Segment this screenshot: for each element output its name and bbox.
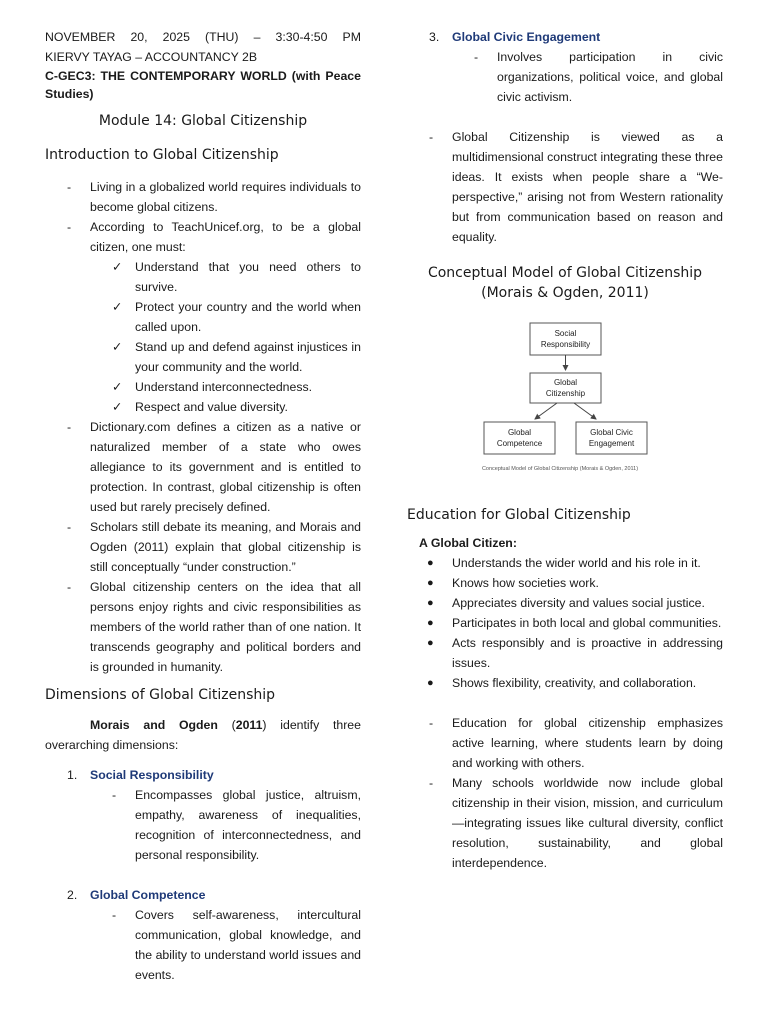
education-para: Many schools worldwide now include global citizenship in their vision, mission, and curriculum—integrating issues like cultural diversity, conflict resolution, sustainability, and global interdependence. (452, 776, 723, 870)
dimension-title: Social Responsibility (90, 768, 214, 782)
list-item (407, 713, 723, 773)
dimension-desc (407, 47, 723, 107)
list-item (407, 127, 723, 247)
box-label: Global (507, 428, 532, 437)
dash-marker: - (429, 776, 434, 790)
dimension-title: Global Civic Engagement (452, 30, 601, 44)
arrow (535, 403, 557, 419)
module-title: Module 14: Global Citizenship (98, 113, 308, 129)
student-line: KIERVY TAYAG – ACCOUNTANCY 2B (45, 50, 258, 64)
dimension-desc-text: Encompasses global justice, altruism, empathy, awareness of inequalities, recognition of interconnectedness, and personal responsibility. (135, 788, 361, 862)
bullet-text: Knows how societies work. (452, 576, 599, 590)
education-heading: Education for Global Citizenship (407, 507, 631, 523)
check-item (45, 297, 361, 337)
box-label: Social (554, 329, 577, 338)
multidimensional-text: Global Citizenship is viewed as a multidimensional construct integrating these three ideas. It exists when people share a “We-perspective,” arising not from Western rationality but from communication based on reason and equality. (452, 130, 723, 244)
check-item (45, 257, 361, 297)
check-text: Understand interconnectedness. (135, 380, 313, 394)
list-item (45, 417, 361, 517)
bullet-text: Participates in both local and global communities. (452, 616, 722, 630)
bullet-icon: ● (427, 637, 434, 649)
arrow (574, 403, 596, 419)
box-label: Global Civic (590, 428, 633, 437)
bullet-item (407, 553, 723, 573)
dimension-desc (45, 785, 361, 865)
bullet-text: Appreciates diversity and values social justice. (452, 596, 705, 610)
bullet-item (407, 633, 723, 673)
education-subheading: A Global Citizen: (419, 536, 517, 550)
dash-marker: - (429, 716, 434, 730)
model-title (407, 263, 723, 303)
bullet-icon: ● (427, 617, 434, 629)
dash-marker: - (67, 420, 72, 434)
dimensions-heading: Dimensions of Global Citizenship (45, 687, 276, 703)
box-label: Competence (496, 439, 543, 448)
box-label: Engagement (588, 439, 635, 448)
dash-marker: - (112, 788, 117, 802)
check-item (45, 337, 361, 377)
dash-marker: - (112, 908, 117, 922)
dimension-title-row (407, 27, 723, 47)
check-text: Stand up and defend against injustices in your community and the world. (135, 340, 361, 374)
box-global-competence (484, 422, 555, 454)
dimension-desc (45, 905, 361, 985)
bullet-item (407, 613, 723, 633)
bullet-item (407, 593, 723, 613)
dimensions-intro-rest: identify three overarching dimensions: (45, 718, 361, 752)
dimension-title-row (45, 765, 361, 785)
checkmark-icon: ✓ (112, 380, 123, 394)
dimension-title-row (45, 885, 361, 905)
check-text: Understand that you need others to survive. (135, 260, 361, 294)
checkmark-icon: ✓ (112, 340, 123, 354)
box-global-citizenship (530, 373, 601, 403)
model-title-line2: (Morais & Ogden, 2011) (481, 285, 649, 301)
intro-item-text: Living in a globalized world requires individuals to become global citizens. (90, 180, 361, 214)
list-item (45, 577, 361, 677)
bullet-text: Acts responsibly and is proactive in addressing issues. (452, 636, 723, 670)
check-item (45, 397, 361, 417)
check-text: Respect and value diversity. (135, 400, 288, 414)
dimension-title: Global Competence (90, 888, 206, 902)
checkmark-icon: ✓ (112, 300, 123, 314)
number-marker: 3. (429, 30, 440, 44)
intro-item-text: Global citizenship centers on the idea that all persons enjoy rights and civic responsibilities as members of the world rather than of one nation. It transcends geography and political borders and is grounded in humanity. (90, 580, 361, 674)
intro-item-text: Scholars still debate its meaning, and Morais and Ogden (2011) explain that global citizenship is still conceptually “under construction.” (90, 520, 361, 574)
box-social-responsibility (530, 323, 601, 355)
dash-marker: - (67, 580, 72, 594)
list-item (45, 517, 361, 577)
checkmark-icon: ✓ (112, 260, 123, 274)
intro-item-text: According to TeachUnicef.org, to be a global citizen, one must: (90, 220, 361, 254)
bullet-icon: ● (427, 577, 434, 589)
dash-marker: - (429, 130, 434, 144)
left-column (45, 27, 361, 985)
dash-marker: - (474, 50, 479, 64)
dimension-desc-text: Covers self-awareness, intercultural communication, global knowledge, and the ability to understand world issues and events. (135, 908, 361, 982)
check-item (45, 377, 361, 397)
intro-heading: Introduction to Global Citizenship (45, 147, 279, 163)
dash-marker: - (67, 520, 72, 534)
checkmark-icon: ✓ (112, 400, 123, 414)
right-column (407, 27, 723, 873)
number-marker: 1. (67, 768, 78, 782)
bullet-icon: ● (427, 557, 434, 569)
list-item (407, 773, 723, 873)
conceptual-model-diagram (407, 315, 723, 483)
dash-marker: - (67, 220, 72, 234)
list-item (45, 217, 361, 257)
number-marker: 2. (67, 888, 78, 902)
model-title-line1: Conceptual Model of Global Citizenship (427, 265, 703, 281)
intro-item-text: Dictionary.com defines a citizen as a native or naturalized member of a state who owes allegiance to its government and is entitled to protection. In contrast, global citizenship is often used but rarely precisely defined. (90, 420, 361, 514)
bullet-icon: ● (427, 677, 434, 689)
diagram-caption: Conceptual Model of Global Citizenship (Morais & Ogden, 2011) (481, 466, 639, 472)
dimensions-intro: Morais and Ogden (2011) identify three overarching dimensions: (45, 718, 361, 752)
course-line: C-GEC3: THE CONTEMPORARY WORLD (with Peace Studies) (45, 69, 361, 101)
authors: Morais and Ogden (90, 718, 218, 732)
bullet-text: Shows flexibility, creativity, and collaboration. (452, 676, 697, 690)
dash-marker: - (67, 180, 72, 194)
box-label: Global (553, 378, 578, 387)
bullet-text: Understands the wider world and his role in it. (452, 556, 701, 570)
box-global-civic-engagement (576, 422, 647, 454)
year: 2011 (235, 718, 263, 732)
date-line: NOVEMBER 20, 2025 (THU) – 3:30-4:50 PM (45, 30, 361, 44)
list-item (45, 177, 361, 217)
dimension-desc-text: Involves participation in civic organizations, political voice, and global civic activism. (497, 50, 723, 104)
education-para: Education for global citizenship emphasizes active learning, where students learn by doing and working with others. (452, 716, 723, 770)
box-label: Responsibility (540, 340, 591, 349)
bullet-item (407, 673, 723, 693)
bullet-icon: ● (427, 597, 434, 609)
check-text: Protect your country and the world when called upon. (135, 300, 361, 334)
bullet-item (407, 573, 723, 593)
box-label: Citizenship (545, 389, 586, 398)
